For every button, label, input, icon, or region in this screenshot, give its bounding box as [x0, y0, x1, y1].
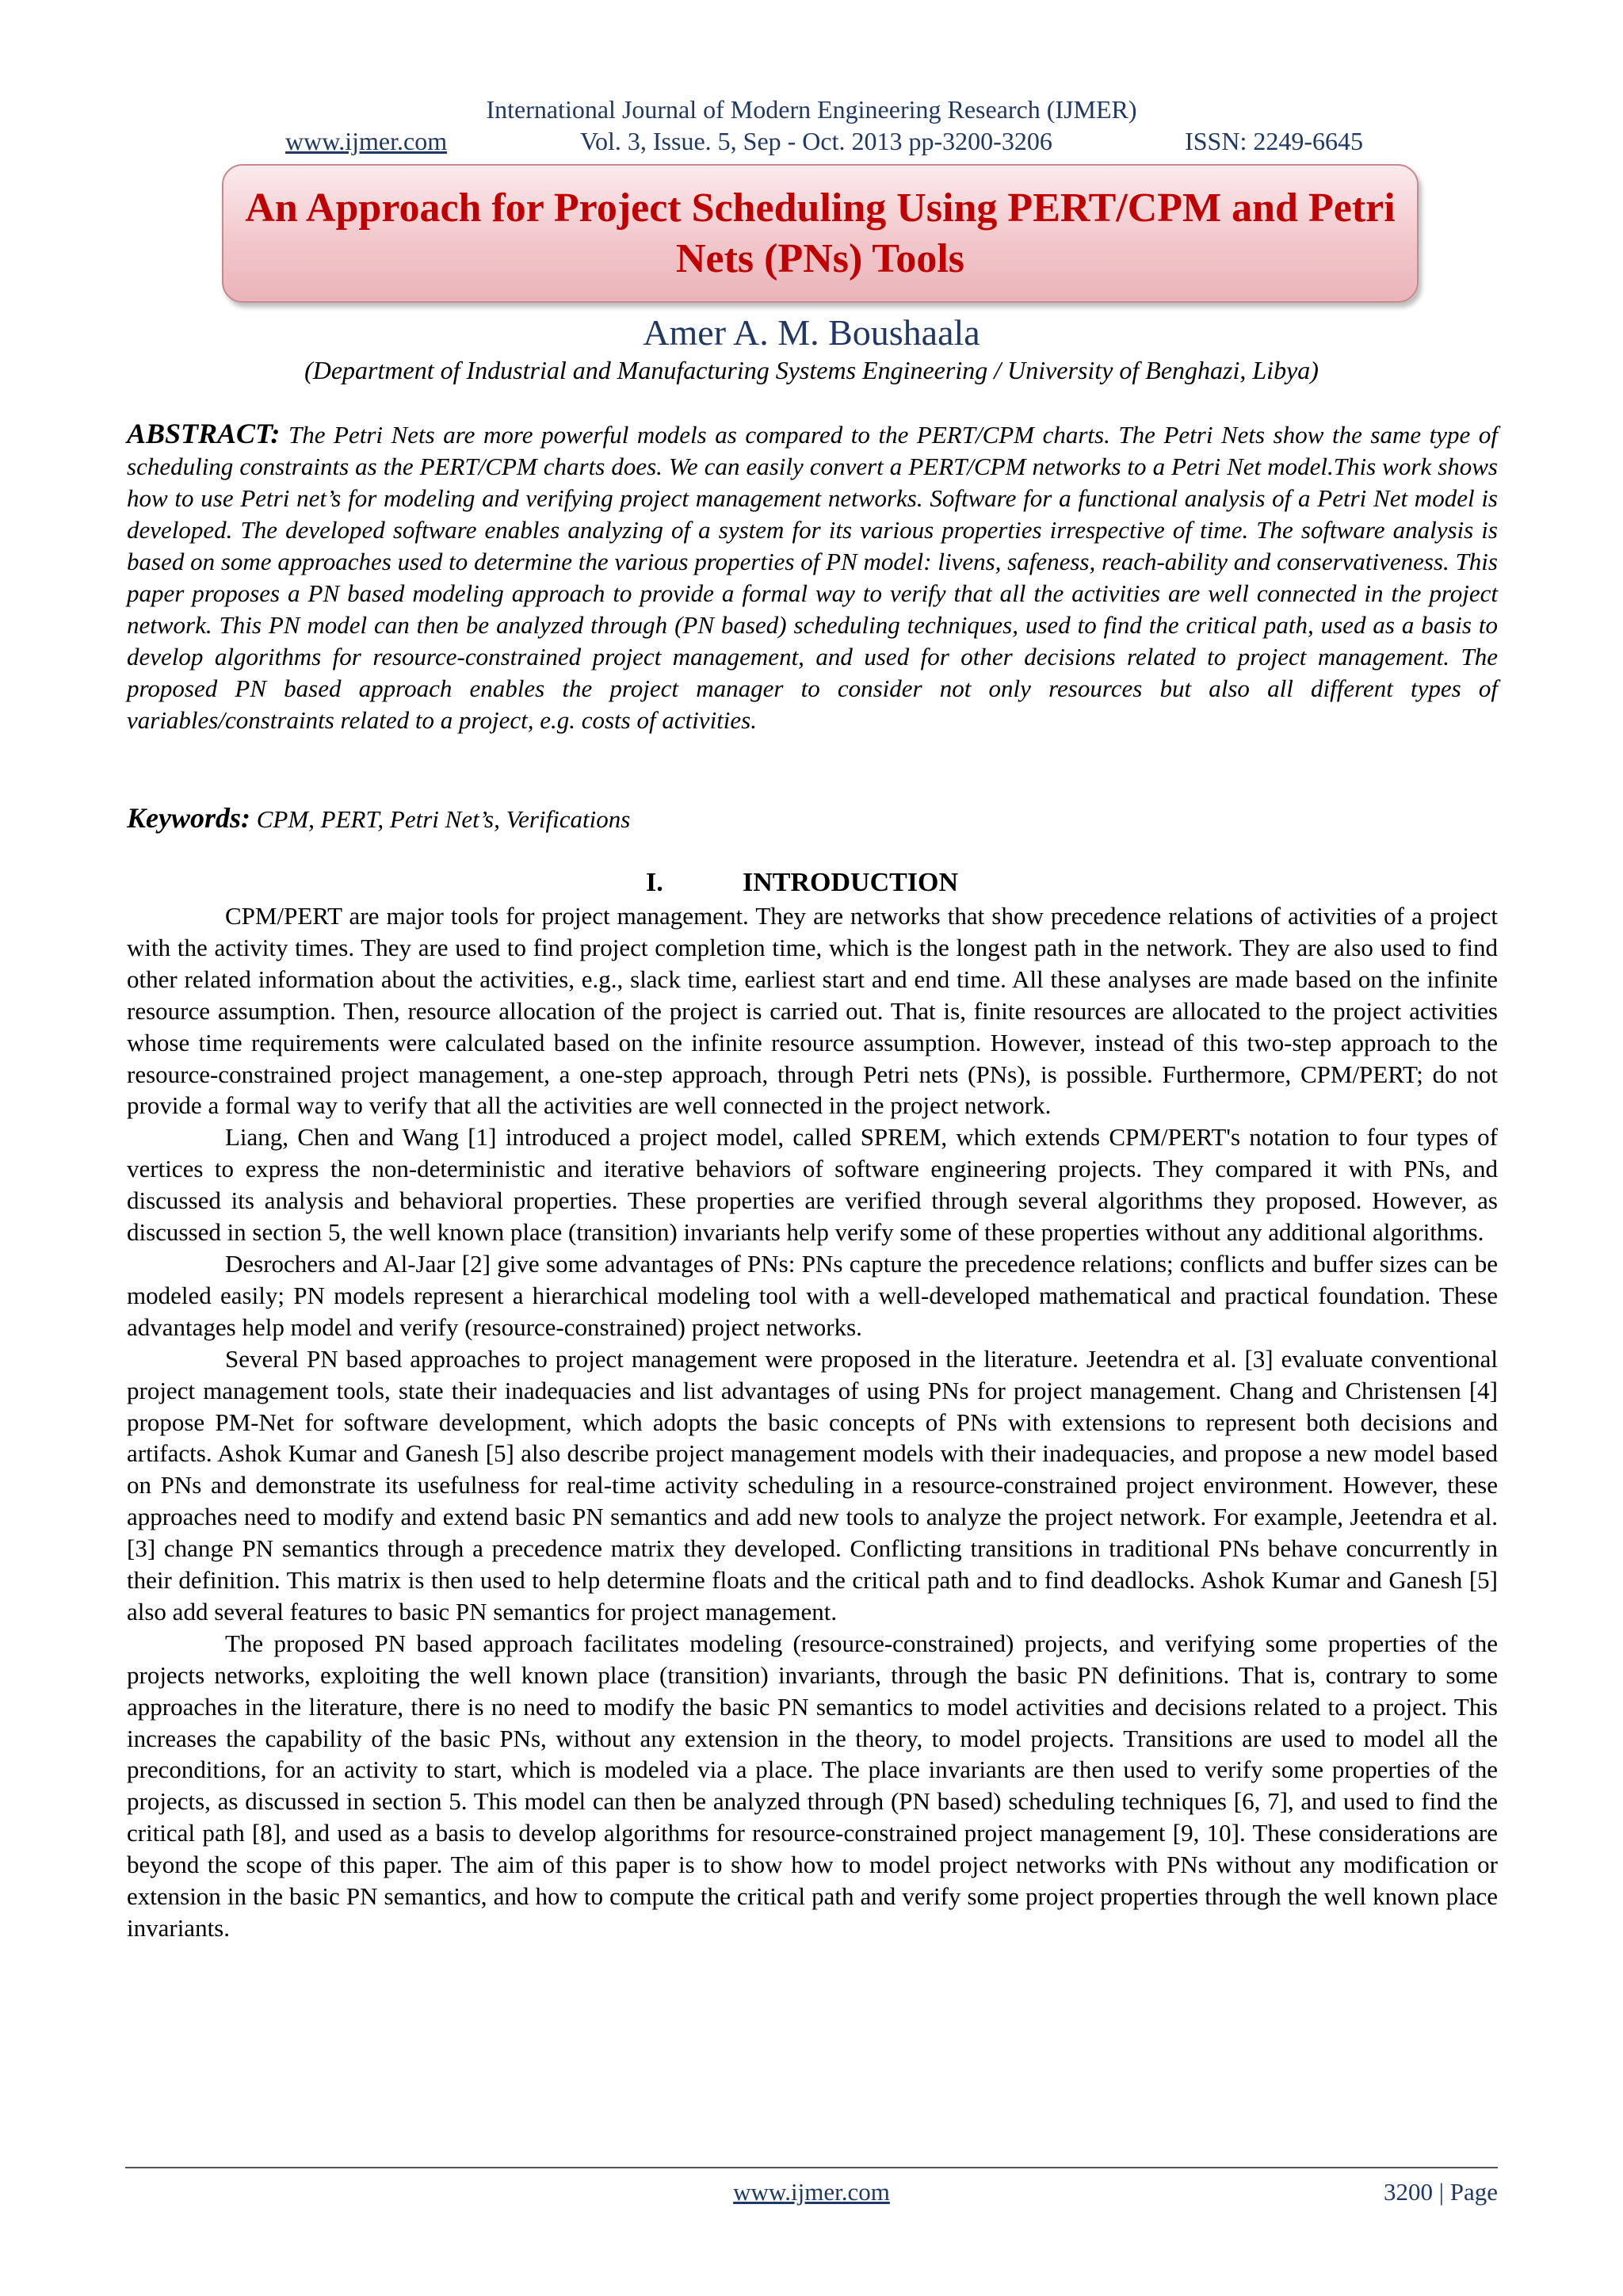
abstract [127, 418, 1498, 736]
keywords [127, 802, 1498, 835]
journal-issn: ISSN: 2249-6645 [1185, 127, 1363, 155]
section-heading [0, 865, 1623, 900]
journal-info-line [285, 125, 1363, 157]
introduction-body [127, 900, 1498, 1944]
abstract-text: The Petri Nets are more powerful models as compared to the PERT/CPM charts. The Petri Nets show the same type of scheduling constraints as the PERT/CPM charts does. We can easily convert a PERT/CPM networks to a Petri Net model.This work shows how to use Petri net’s for modeling and verifying project management networks. Software for a functional analysis of a Petri Net model is developed. The developed software enables analyzing of a system for its various properties irrespective of time. The software analysis is based on some approaches used to determine the various properties of PN model: livens, safeness, reach-ability and conservativeness. This paper proposes a PN based modeling approach to provide a formal way to verify that all the activities are well connected in the project network. This PN model can then be analyzed through (PN based) scheduling techniques, used to find the critical path, used as a basis to develop algorithms for resource-constrained project management, and used for other decisions related to project management. The proposed PN based approach enables the project manager to consider not only resources but also all different types of variables/constraints related to a project, e.g. costs of activities. [127, 421, 1498, 734]
abstract-label: ABSTRACT: [127, 418, 281, 449]
paper-title: An Approach for Project Scheduling Using PERT/CPM and Petri Nets (PNs) Tools [245, 185, 1396, 281]
journal-volume: Vol. 3, Issue. 5, Sep - Oct. 2013 pp-3200-3206 [580, 127, 1052, 155]
author-affiliation: (Department of Industrial and Manufacturing Systems Engineering / University of Benghazi, Libya) [304, 356, 1319, 384]
journal-website-link[interactable]: www.ijmer.com [285, 127, 448, 155]
section-number: I. [646, 868, 663, 897]
page-number: 3200 | Page [1384, 2178, 1498, 2206]
author-name: Amer A. M. Boushaala [643, 312, 980, 353]
intro-paragraph: CPM/PERT are major tools for project management. They are networks that show precedence relations of activities of a project with the activity times. They are used to find project completion time, which is the longest path in the network. They are also used to find other related information about the activities, e.g., slack time, earliest start and end time. All these analyses are made based on the infinite resource assumption. Then, resource allocation of the project is carried out. That is, finite resources are allocated to the project activities whose time requirements were calculated based on the infinite resource assumption. However, instead of this two-step approach to the resource-constrained project management, a one-step approach, through Petri nets (PNs), is possible. Furthermore, CPM/PERT; do not provide a formal way to verify that all the activities are well connected in the project network. [127, 902, 1498, 1120]
keywords-text: CPM, PERT, Petri Net’s, Verifications [250, 805, 631, 833]
keywords-label: Keywords: [127, 802, 250, 834]
footer-website-link[interactable]: www.ijmer.com [733, 2178, 890, 2206]
intro-paragraph: The proposed PN based approach facilitates modeling (resource-constrained) projects, and verifying some properties of the projects networks, exploiting the well known place (transition) invariants, through the basic PN definitions. That is, contrary to some approaches in the literature, there is no need to modify the basic PN semantics to model activities and decisions related to a project. This increases the capability of the basic PNs, without any extension in the theory, to model projects. Transitions are used to model all the preconditions, for an activity to start, which is modeled via a place. The place invariants are then used to verify some properties of the projects, as discussed in section 5. This model can then be analyzed through (PN based) scheduling techniques [6, 7], and used to find the critical path [8], and used as a basis to develop algorithms for resource-constrained project management [9, 10]. These considerations are beyond the scope of this paper. The aim of this paper is to show how to model project networks with PNs without any modification or extension in the basic PN semantics, and how to compute the critical path and verify some project properties through the well known place invariants. [127, 1629, 1498, 1942]
section-title: INTRODUCTION [743, 868, 959, 897]
intro-paragraph: Several PN based approaches to project management were proposed in the literature. Jeetendra et al. [3] evaluate conventional project management tools, state their inadequacies and list advantages of using PNs for project management. Chang and Christensen [4] propose PM-Net for software development, which adopts the basic concepts of PNs with extensions to represent both decisions and artifacts. Ashok Kumar and Ganesh [5] also describe project management models with their inadequacies, and propose a new model based on PNs and demonstrate its usefulness for real-time activity scheduling in a resource-constrained project environment. However, these approaches need to modify and extend basic PN semantics and add new tools to analyze the project network. For example, Jeetendra et al. [3] change PN semantics through a precedence matrix they developed. Conflicting transitions in traditional PNs behave concurrently in their definition. This matrix is then used to help determine floats and the critical path and to find deadlocks. Ashok Kumar and Ganesh [5] also add several features to basic PN semantics for project management. [127, 1344, 1498, 1626]
intro-paragraph: Desrochers and Al-Jaar [2] give some advantages of PNs: PNs capture the precedence relations; conflicts and buffer sizes can be modeled easily; PN models represent a hierarchical modeling tool with a well-developed mathematical and practical foundation. These advantages help model and verify (resource-constrained) project networks. [127, 1249, 1498, 1341]
footer-divider [125, 2167, 1498, 2168]
intro-paragraph: Liang, Chen and Wang [1] introduced a project model, called SPREM, which extends CPM/PERT's notation to four types of vertices to express the non-deterministic and iterative behaviors of software engineering projects. They compared it with PNs, and discussed its analysis and behavioral properties. These properties are verified through several algorithms they proposed. However, as discussed in section 5, the well known place (transition) invariants help verify some of these properties without any additional algorithms. [127, 1123, 1498, 1247]
journal-name: International Journal of Modern Engineering Research (IJMER) [486, 95, 1137, 124]
title-banner [222, 164, 1419, 303]
